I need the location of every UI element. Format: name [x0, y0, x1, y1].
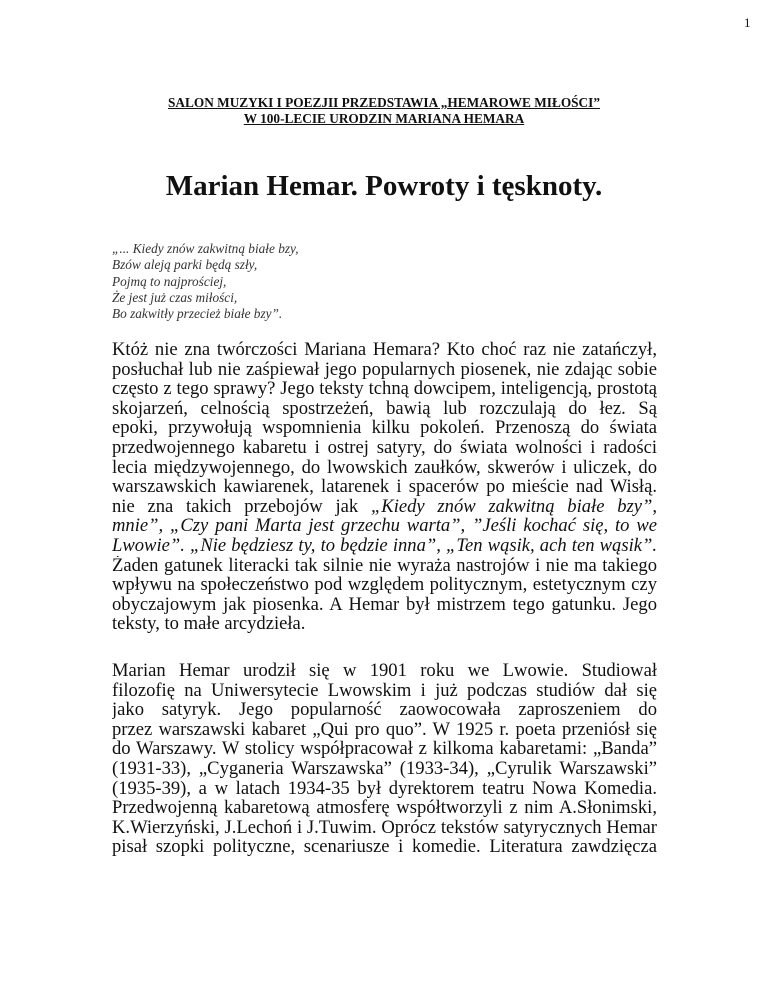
body-text: Marian Hemar urodził się w 1901 roku we Lwowie. Studiował — [112, 661, 657, 681]
body-text: filozofię na Uniwersytecie Lwowskim i już podczas studiów dał się — [112, 680, 657, 701]
body-text: K.Wierzyński, J.Lechoń i J.Tuwim. Oprócz tekstów satyrycznych Hemar — [112, 817, 657, 838]
text-line — [112, 458, 657, 478]
text-line — [112, 720, 657, 740]
text-line — [112, 837, 657, 857]
page-number: 1 — [744, 15, 751, 30]
body-text: lecia międzywojennego, do lwowskich zaułków, skwerów i uliczek, do — [112, 457, 657, 478]
text-line — [112, 438, 657, 458]
body-text: często z tego sprawy? Jego teksty tchną dowcipem, inteligencją, prostotą — [112, 379, 657, 399]
body-text: przez warszawski kabaret „Qui pro quo”. W 1925 r. poeta przeniósł się — [112, 719, 657, 740]
body-text: epoki, przywołują wspomnienia kilku pokoleń. Przenoszą do świata — [112, 418, 657, 438]
body-text: teksty, to małe arcydzieła. — [112, 614, 306, 634]
body-text: przedwojennego kabaretu i ostrej satyry, do świata wolności i radości — [112, 437, 657, 458]
text-line — [112, 360, 657, 380]
body-text: do Warszawy. W stolicy współpracował z kilkoma kabaretami: „Banda” — [112, 739, 657, 759]
paragraph-intro — [112, 340, 657, 634]
text-line — [112, 340, 657, 360]
body-text: Któż nie zna twórczości Mariana Hemara? Kto choć raz nie zatańczył, — [112, 340, 657, 360]
text-line — [112, 739, 657, 759]
text-line — [112, 818, 657, 838]
poem-line: „... Kiedy znów zakwitną białe bzy, — [112, 241, 299, 256]
text-line — [112, 379, 657, 399]
document-title: Marian Hemar. Powroty i tęsknoty. — [165, 170, 603, 202]
text-line — [112, 595, 657, 615]
body-text: (1931-33), „Cyganeria Warszawska” (1933-34), „Cyrulik Warszawski” — [112, 758, 657, 779]
poem-epigraph — [112, 241, 299, 322]
paragraph-biography — [112, 661, 657, 857]
text-line — [112, 779, 657, 799]
body-text: nie zna takich przebojów jak — [112, 496, 371, 517]
body-text: (1935-39), a w latach 1934-35 był dyrektorem teatru Nowa Komedia. — [112, 778, 657, 799]
header-line-1: SALON MUZYKI I POEZJII PRZEDSTAWIA „HEMAROWE MIŁOŚCI” — [168, 95, 600, 110]
text-line — [112, 575, 657, 595]
text-line — [112, 556, 657, 576]
poem-line: Bzów aleją parki będą szły, — [112, 257, 258, 273]
poem-line: Że jest już czas miłości, — [112, 289, 238, 305]
body-text: Żaden gatunek literacki tak silnie nie wyraża nastrojów i nie ma takiego — [112, 555, 657, 576]
text-line — [112, 759, 657, 779]
text-line — [112, 681, 657, 701]
song-title-text: mnie”, „Czy pani Marta jest grzechu warta”, ”Jeśli kochać się, to we — [112, 516, 657, 536]
text-line — [112, 614, 657, 634]
body-text: obyczajowym jak piosenka. A Hemar był mistrzem tego gatunku. Jego — [112, 594, 657, 615]
text-line — [112, 418, 657, 438]
body-text: wpływu na społeczeństwo pod względem politycznym, estetycznym czy — [112, 575, 657, 595]
song-title-text: Lwowie”. „Nie będziesz ty, to będzie inna”, „Ten wąsik, ach ten wąsik”. — [112, 535, 657, 556]
text-line — [112, 516, 657, 536]
body-text: jako satyryk. Jego popularność zaowocowała zaproszeniem do — [112, 700, 657, 720]
body-text: warszawskich kawiarenek, latarenek i spacerów po mieście nad Wisłą. — [112, 477, 657, 497]
song-title-text: „Kiedy znów zakwitną białe bzy”, — [370, 496, 657, 517]
text-line — [112, 536, 657, 556]
poem-line: Pojmą to najprościej, — [112, 273, 227, 289]
body-text: Przedwojenną kabaretową atmosferę współtworzyli z nim A.Słonimski, — [112, 798, 657, 818]
header-line-2: W 100-LECIE URODZIN MARIANA HEMARA — [243, 111, 525, 126]
text-line — [112, 798, 657, 818]
body-text: posłuchał lub nie zaśpiewał jego popularnych piosenek, nie zdając sobie — [112, 359, 657, 380]
text-line — [112, 497, 657, 517]
poem-line: Bo zakwitły przecież białe bzy”. — [112, 306, 283, 322]
text-line — [112, 477, 657, 497]
body-text: pisał szopki polityczne, scenariusze i komedie. Literatura zawdzięcza — [112, 837, 657, 857]
text-line — [112, 399, 657, 419]
text-line — [112, 661, 657, 681]
text-line — [112, 700, 657, 720]
body-text: skojarzeń, celnością spostrzeżeń, bawią lub rozczulają do łez. Są — [112, 398, 657, 419]
